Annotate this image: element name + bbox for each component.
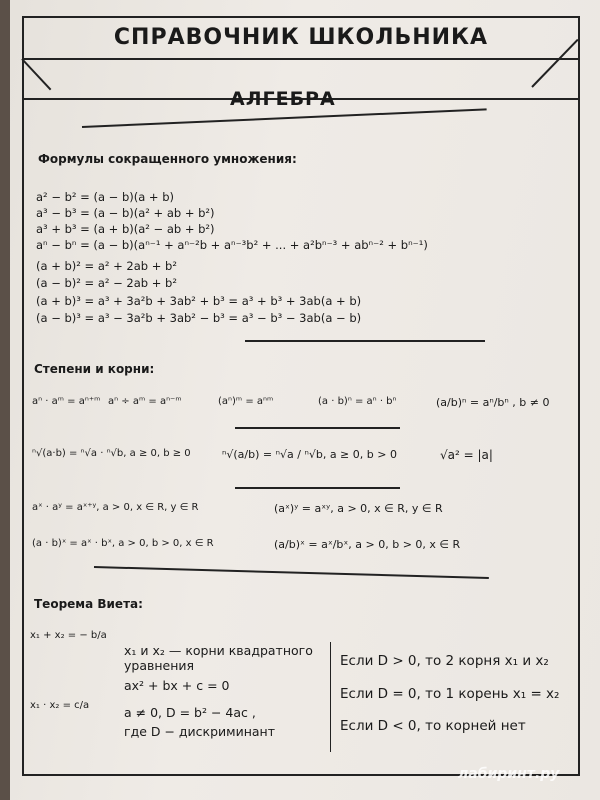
vieta-product: x₁ · x₂ = c/a xyxy=(30,700,90,711)
vieta-case-3: Если D < 0, то корней нет xyxy=(340,718,526,734)
real-power-of-power: (aˣ)ʸ = aˣʸ, a > 0, x ∈ R, y ∈ R xyxy=(274,502,443,515)
root-of-product: ⁿ√(a·b) = ⁿ√a · ⁿ√b, a ≥ 0, b ≥ 0 xyxy=(32,448,191,459)
section-title: АЛГЕБРА xyxy=(230,88,336,110)
formula-5: (a + b)² = a² + 2ab + b² xyxy=(36,259,177,273)
rule-1 xyxy=(245,340,485,342)
vieta-conditions: a ≠ 0, D = b² − 4ac , xyxy=(124,705,256,720)
power-of-product: (a · b)ⁿ = aⁿ · bⁿ xyxy=(318,396,397,407)
rule-3 xyxy=(235,487,400,489)
vieta-divider xyxy=(330,642,331,752)
power-quotient: aⁿ ÷ aᵐ = aⁿ⁻ᵐ xyxy=(108,396,182,407)
power-of-fraction: (a/b)ⁿ = aⁿ/bⁿ , b ≠ 0 xyxy=(436,396,550,409)
formula-8: (a − b)³ = a³ − 3a²b + 3ab² − b³ = a³ − b³ − 3ab(a − b) xyxy=(36,311,362,325)
root-of-fraction: ⁿ√(a/b) = ⁿ√a / ⁿ√b, a ≥ 0, b > 0 xyxy=(222,448,397,461)
power-of-power: (aⁿ)ᵐ = aⁿᵐ xyxy=(218,396,274,407)
vieta-case-1: Если D > 0, то 2 корня x₁ и x₂ xyxy=(340,653,549,669)
vieta-case-2: Если D = 0, то 1 корень x₁ = x₂ xyxy=(340,686,560,702)
vieta-equation: ax² + bx + c = 0 xyxy=(124,678,230,693)
powers-heading: Степени и корни: xyxy=(34,362,155,376)
real-power-of-fraction: (a/b)ˣ = aˣ/bˣ, a > 0, b > 0, x ∈ R xyxy=(274,538,461,551)
title-box xyxy=(22,16,580,60)
root-abs: √a² = |a| xyxy=(440,448,493,462)
real-power-of-product: (a · b)ˣ = aˣ · bˣ, a > 0, b > 0, x ∈ R xyxy=(32,538,214,549)
real-power-product: aˣ · aʸ = aˣ⁺ʸ, a > 0, x ∈ R, y ∈ R xyxy=(32,502,199,513)
vieta-sum: x₁ + x₂ = − b/a xyxy=(30,630,107,641)
rule-2 xyxy=(235,427,400,429)
power-product: aⁿ · aᵐ = aⁿ⁺ᵐ xyxy=(32,396,101,407)
formula-4: aⁿ − bⁿ = (a − b)(aⁿ⁻¹ + aⁿ⁻²b + aⁿ⁻³b² + ... + a²bⁿ⁻³ + abⁿ⁻² + bⁿ⁻¹) xyxy=(36,238,428,252)
watermark: лабиринт.ру xyxy=(458,766,560,782)
vieta-heading: Теорема Виета: xyxy=(34,597,143,611)
formula-3: a³ + b³ = (a + b)(a² − ab + b²) xyxy=(36,222,215,236)
formula-2: a³ − b³ = (a − b)(a² + ab + b²) xyxy=(36,206,215,220)
formula-7: (a + b)³ = a³ + 3a²b + 3ab² + b³ = a³ + b³ + 3ab(a + b) xyxy=(36,294,362,308)
abbrev-mult-heading: Формулы сокращенного умножения: xyxy=(38,152,297,166)
formula-6: (a − b)² = a² − 2ab + b² xyxy=(36,276,177,290)
vieta-discriminant: где D − дискриминант xyxy=(124,724,276,739)
vieta-roots-text: x₁ и x₂ — корни квадратного уравнения xyxy=(124,643,313,673)
book-title: СПРАВОЧНИК ШКОЛЬНИКА xyxy=(113,24,489,50)
formula-1: a² − b² = (a − b)(a + b) xyxy=(36,190,174,204)
